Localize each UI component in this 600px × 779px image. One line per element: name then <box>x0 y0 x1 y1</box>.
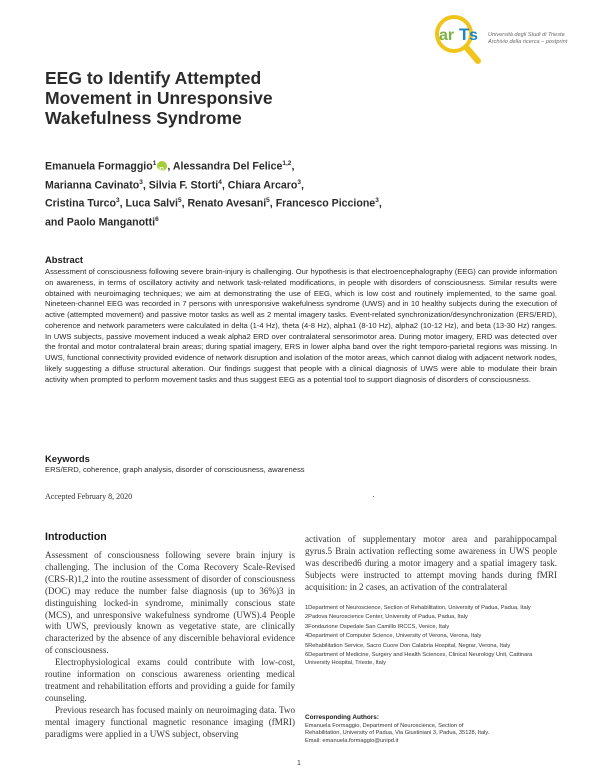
author-separator: , <box>301 179 304 192</box>
author-name: Marianna Cavinato <box>45 179 140 192</box>
author-name: Alessandra Del Felice <box>172 160 283 173</box>
author-affiliation-sup: 3 <box>116 197 120 205</box>
author-name: Chiara Arcaro <box>227 179 298 192</box>
corresponding-email[interactable]: Email: emanuela.formaggio@unipd.it <box>305 737 399 744</box>
author-affiliation-sup: 3 <box>375 197 379 205</box>
intro-paragraph-1: Assessment of consciousness following severe brain injury is challenging. The inclusion of the Coma Recovery Scale-Revised (CRS-R)1,2 into the routine assessment of disorder of consciousness (DOC) may reduce the number false diagnosis (up to 36%)3 in distinguishing locked-in syndrome, minimally conscious state (MCS), and unresponsive wakefulness syndrome (UWS).4 People with UWS, previously known as vegetative state, are clinically characterized by the absence of any discernible behavioral evidence of consciousness. <box>45 550 295 656</box>
affiliation-item: 5Rehabilitation Service, Sacro Cuore Don Calabria Hospital, Negrar, Verona, Italy <box>305 642 511 649</box>
author-name: Luca Salvi <box>125 198 178 210</box>
author-name: Francesco Piccione <box>275 198 376 210</box>
affiliation-item: 3Fondazione Ospedale San Camillo IRCCS, Venice, Italy <box>305 623 450 630</box>
abstract-heading: Abstract <box>45 254 84 265</box>
author-affiliation-sup: 1,2 <box>282 160 292 167</box>
author-affiliation-sup: 4 <box>218 178 222 186</box>
magnifier-logo-icon <box>432 14 492 66</box>
affiliation-item: 6Department of Medicine, Surgery and Health Sciences, Clinical Neurology Unit, Cattinara University Hospital, Trieste, Italy <box>305 652 533 666</box>
intro-paragraph-2: Electrophysiological exams could contribute with low-cost, routine information on conscious awareness orienting medical treatment and rehabilitation efforts and providing a guide for family counseling. <box>45 657 295 703</box>
author-separator: , <box>142 179 149 192</box>
author-separator: , <box>378 198 382 210</box>
author-affiliation-sup: 3 <box>139 178 143 186</box>
corresponding-line: Emanuela Formaggio, Department of Neuroscience, Section of <box>305 723 464 729</box>
corresponding-details <box>305 723 557 745</box>
introduction-right-column: activation of supplementary motor area and parahippocampal gyrus.5 Brain activation reflecting some awareness in UWS people was described6 during a motor imagery and a spatial imagery task. Subjects were instructed to attempt moving hands during fMRI acquisition: in 2 cases, an activation of the contralateral <box>305 534 557 592</box>
accepted-date: Accepted February 8, 2020 <box>45 492 133 501</box>
arts-logo <box>432 14 592 66</box>
abstract-text: Assessment of consciousness following severe brain-injury is challenging. Our hypothesis is that electroencephalography (EEG) can provide information on awareness, in terms of oscillatory activity and network task-related modifications, in people with disorders of consciousness. Similar results were obtained with neuroimaging techniques; we aim at demonstrating the use of EEG, which is low cost and routinely implemented, to the same goal. Nineteen-channel EEG was recorded in 7 persons with unresponsive wakefulness syndrome (UWS) and in 10 healthy subjects during the execution of active (attempted movement) and passive motor tasks as well as 2 mental imagery tasks. Event-related synchronization/desynchronization (ERS/ERD), coherence and network parameters were calculated in delta (1-4 Hz), theta (4-8 Hz), alpha1 (8-10 Hz), alpha2 (10-12 Hz), and beta (13-30 Hz) ranges. In UWS subjects, passive movement induced a weak alpha2 ERD over contralateral sensorimotor area. During motor imagery, ERD was detected over the frontal and motor contralateral brain areas; during spatial imagery, ERS in lower alpha band over the right temporo-parietal regions was missing. In UWS, functional connectivity provided evidence of network disruption and isolation of the motor areas, which cannot dialog with adjacent network nodes, likely suggesting a diffuse structural alteration. Our findings suggest that people with a clinical diagnosis of UWS were able to modulate their brain activity when prompted to perform movement tasks and thus suggest EEG as a potential tool to support diagnosis of disorders of consciousness. <box>45 267 557 384</box>
author-affiliation-sup: 5 <box>177 197 182 205</box>
orcid-icon[interactable] <box>157 161 167 171</box>
keywords-text: ERS/ERD, coherence, graph analysis, disorder of consciousness, awareness <box>45 465 305 474</box>
author-affiliation-sup: 5 <box>266 197 270 205</box>
affiliation-item: 2Padova Neuroscience Center, University of Padua, Padua, Italy <box>305 614 468 621</box>
svg-text:T: T <box>459 25 470 44</box>
affiliation-item: 1Department of Neuroscience, Section of Rehabilitation, University of Padua, Padua, Italy <box>305 605 531 611</box>
svg-text:ar: ar <box>439 27 455 44</box>
author-affiliation-sup: 3 <box>297 178 301 186</box>
author-separator: , <box>269 198 276 210</box>
corresponding-heading: Corresponding Authors: <box>305 714 379 721</box>
author-affiliation-sup: 6 <box>155 216 159 224</box>
corresponding-line: Rehabilitation, University of Padua, Via Giustiniani 3, Padua, 35128, Italy. <box>305 730 490 737</box>
author-separator: , <box>221 179 228 192</box>
author-affiliation-sup: 1 <box>152 160 157 167</box>
keywords-heading: Keywords <box>45 453 90 464</box>
author-separator: , <box>181 198 188 210</box>
author-separator: , <box>291 160 295 173</box>
stray-mark: · <box>372 492 375 501</box>
author-name: Silvia F. Storti <box>148 179 219 192</box>
author-name: Renato Avesani <box>187 198 267 210</box>
author-name: Emanuela Formaggio <box>45 160 153 173</box>
author-separator: , <box>167 160 173 173</box>
author-separator: , <box>119 198 126 210</box>
intro-paragraph-3: Previous research has focused mainly on neuroimaging data. Two mental imagery functional magnetic resonance imaging (fMRI) paradigms were applied in a UWS subject, observing <box>45 704 295 739</box>
paper-title: EEG to Identify Attempted Movement in Unresponsive Wakefulness Syndrome <box>45 68 273 128</box>
affiliation-item: 4Department of Computer Science, University of Verona, Verona, Italy <box>305 633 482 640</box>
svg-text:s: s <box>469 27 478 44</box>
affiliations <box>305 605 557 669</box>
logo-line-1: Università degli Studi di Trieste <box>488 32 565 38</box>
author-list <box>45 156 445 231</box>
introduction-left-column <box>45 550 295 741</box>
author-name: and Paolo Manganotti <box>45 216 156 229</box>
introduction-heading: Introduction <box>45 531 107 543</box>
author-name: Cristina Turco <box>45 198 117 210</box>
logo-line-2: Archivio della ricerca – postprint <box>488 39 568 45</box>
page-number: 1 <box>297 760 301 767</box>
